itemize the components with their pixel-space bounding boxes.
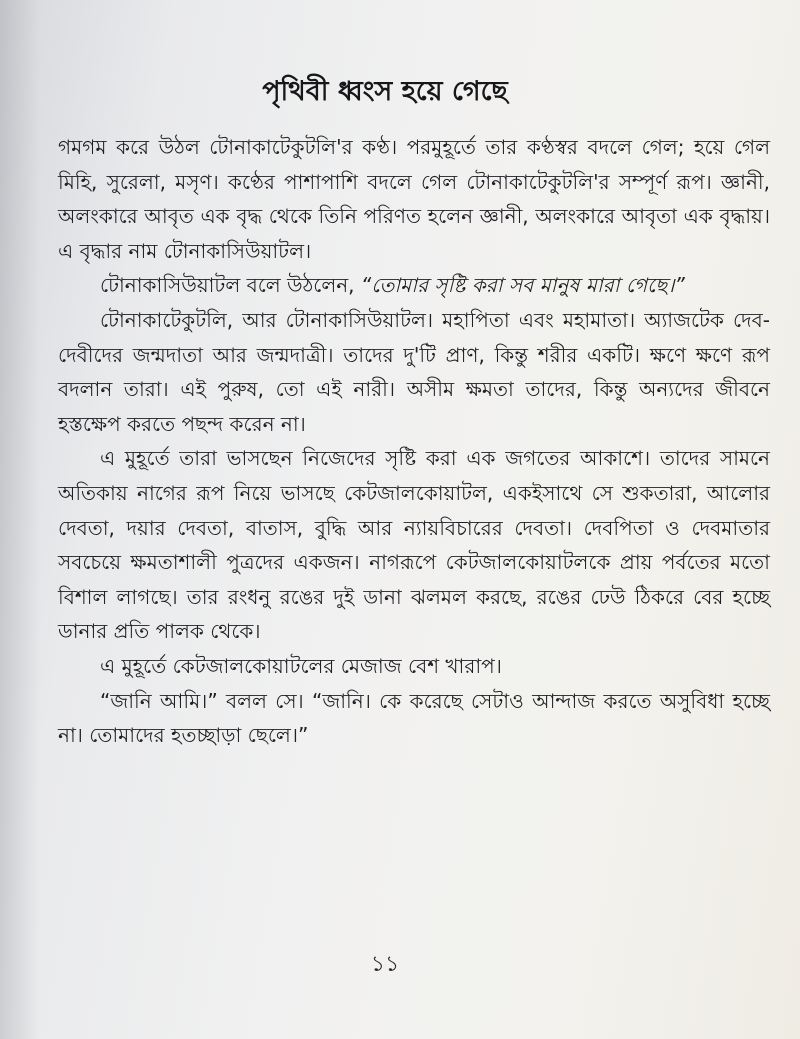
paragraph-4: এ মুহূর্তে তারা ভাসছেন নিজেদের সৃষ্টি করা এক জগতের আকাশে। তাদের সামনে অতিকায় নাগের রূপ নিয়ে ভাসছে কেটজালকোয়াটল, একইসাথে সে শুকতারা, আলোর দেবতা, দয়ার দেবতা, বাতাস, বুদ্ধি আর ন্যায়বিচারের দেবতা। দেবপিতা ও দেবমাতার সবচেয়ে ক্ষমতাশালী পুত্রদের একজন। নাগরূপে কেটজালকোয়াটলকে প্রায় পর্বতের মতো বিশাল লাগছে। তার রংধনু রঙের দুই ডানা ঝলমল করছে, রঙের ঢেউ ঠিকরে বের হচ্ছে ডানার প্রতি পালক থেকে। [58, 446, 770, 644]
chapter-title: পৃথিবী ধ্বংস হয়ে গেছে [262, 76, 508, 107]
paragraph-3: টোনাকাটেকুটলি, আর টোনাকাসিউয়াটল। মহাপিতা এবং মহামাতা। অ্যাজটেক দেব-দেবীদের জন্মদাতা আর জন্মদাত্রী। তাদের দু'টি প্রাণ, কিন্তু শরীর একটি। ক্ষণে ক্ষণে রূপ বদলান তারা। এই পুরুষ, তো এই নারী। অসীম ক্ষমতা তাদের, কিন্তু অন্যদের জীবনে হস্তক্ষেপ করতে পছন্দ করেন না। [58, 307, 770, 436]
paragraph-6: “জানি আমি।” বলল সে। “জানি। কে করেছে সেটাও আন্দাজ করতে অসুবিধা হচ্ছে না। তোমাদের হতচ্ছাড়া ছেলে।” [58, 688, 770, 748]
paragraph-5: এ মুহূর্তে কেটজালকোয়াটলের মেজাজ বেশ খারাপ। [100, 653, 502, 678]
body-text [58, 130, 770, 753]
page-number: ১১ [370, 952, 400, 977]
paragraph-2 [58, 268, 770, 303]
paragraph-2-quote: “তোমার সৃষ্টি করা সব মানুষ মারা গেছে।” [360, 273, 685, 298]
page-binding-shadow [0, 0, 40, 1039]
paragraph-1: গমগম করে উঠল টোনাকাটেকুটলি'র কণ্ঠ। পরমুহূর্তে তার কণ্ঠস্বর বদলে গেল; হয়ে গেল মিহি, সুরেলা, মসৃণ। কণ্ঠের পাশাপাশি বদলে গেল টোনাকাটেকুটলি'র সম্পূর্ণ রূপ। জ্ঞানী, অলংকারে আবৃত এক বৃদ্ধ থেকে তিনি পরিণত হলেন জ্ঞানী, অলংকারে আবৃতা এক বৃদ্ধায়। এ বৃদ্ধার নাম টোনাকাসিউয়াটল। [58, 135, 770, 263]
paragraph-2-lead: টোনাকাসিউয়াটল বলে উঠলেন, [100, 273, 361, 298]
